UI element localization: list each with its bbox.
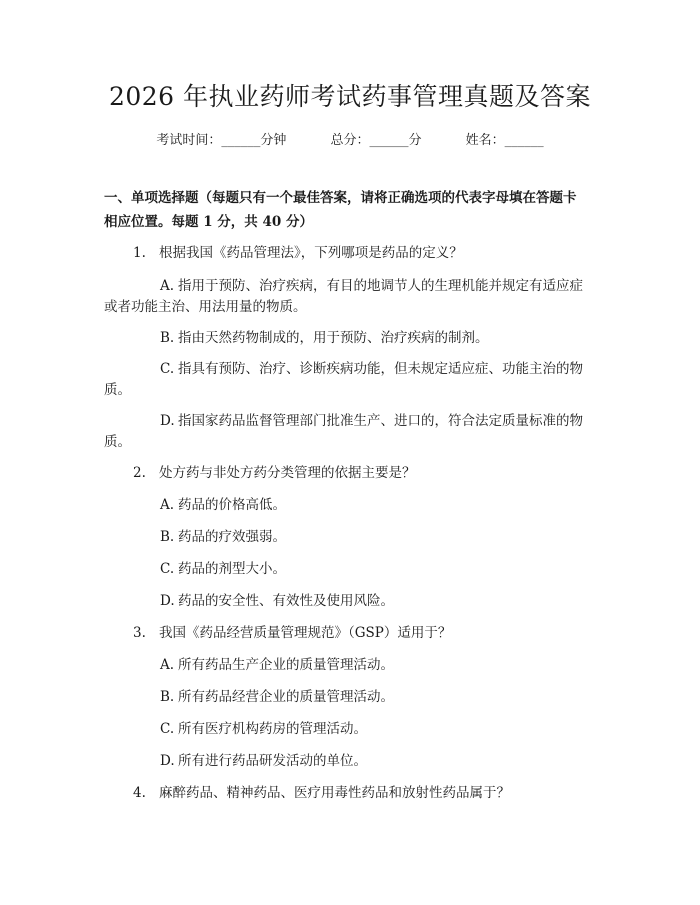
- question-number: 2.: [133, 465, 146, 481]
- question-1-stem: [133, 243, 463, 263]
- option-text: 药品的剂型大小。: [178, 561, 286, 577]
- option-text: 指由天然药物制成的，用于预防、治疗疾病的制剂。: [178, 330, 489, 346]
- question-text: 我国《药品经营质量管理规范》（GSP）适用于？: [159, 625, 452, 641]
- question-number: 4.: [133, 785, 146, 801]
- exam-meta-line: [0, 130, 700, 152]
- question-3-stem: [133, 623, 451, 643]
- question-text: 麻醉药品、精神药品、医疗用毒性药品和放射性药品属于？: [159, 785, 510, 801]
- option-letter: D.: [160, 753, 175, 769]
- question-3-option-c: [160, 719, 367, 739]
- option-letter: C.: [160, 561, 175, 577]
- option-text: 指具有预防、治疗、诊断疾病功能，但未规定适应症、功能主治的物: [178, 361, 583, 377]
- total-score-field: 总分：______分: [330, 133, 422, 148]
- option-letter: A.: [160, 278, 175, 294]
- question-text: 处方药与非处方药分类管理的依据主要是？: [159, 465, 416, 481]
- option-text: 所有药品经营企业的质量管理活动。: [178, 689, 394, 705]
- question-1-option-c-line-2: 质。: [104, 382, 131, 398]
- question-1-option-a-line-1: [160, 276, 583, 296]
- option-letter: C.: [160, 721, 175, 737]
- question-number: 3.: [133, 625, 146, 641]
- option-text: 指国家药品监督管理部门批准生产、进口的，符合法定质量标准的物: [178, 413, 583, 429]
- option-text: 药品的价格高低。: [178, 497, 286, 513]
- question-2-stem: [133, 463, 416, 483]
- question-2-option-a: [160, 495, 286, 515]
- question-1-option-d-line-2: 质。: [104, 434, 131, 450]
- question-3-option-b: [160, 687, 394, 707]
- question-2-option-d: [160, 591, 394, 611]
- name-field: 姓名：______: [465, 133, 544, 148]
- option-text: 所有药品生产企业的质量管理活动。: [178, 657, 394, 673]
- section-heading-line-1: 一、单项选择题（每题只有一个最佳答案，请将正确选项的代表字母填在答题卡: [104, 190, 577, 206]
- document-title: 2026 年执业药师考试药事管理真题及答案: [108, 82, 592, 111]
- question-text: 根据我国《药品管理法》，下列哪项是药品的定义？: [159, 245, 463, 261]
- question-number: 1.: [133, 245, 146, 261]
- question-3-option-d: [160, 751, 367, 771]
- section-heading-line-2: 相应位置。每题 1 分，共 40 分）: [104, 214, 313, 230]
- question-4-stem: [133, 783, 510, 803]
- option-text: 指用于预防、治疗疾病，有目的地调节人的生理机能并规定有适应症: [178, 278, 583, 294]
- option-letter: A.: [160, 497, 175, 513]
- exam-time-field: 考试时间：______分钟: [156, 133, 287, 148]
- option-letter: B.: [160, 330, 175, 346]
- option-letter: B.: [160, 689, 175, 705]
- option-text: 所有医疗机构药房的管理活动。: [178, 721, 367, 737]
- section-heading: [104, 186, 596, 234]
- question-1-option-b: [160, 328, 489, 348]
- option-letter: B.: [160, 529, 175, 545]
- question-2-option-b: [160, 527, 286, 547]
- option-text: 所有进行药品研发活动的单位。: [178, 753, 367, 769]
- question-1-option-d-line-1: [160, 411, 583, 431]
- question-2-option-c: [160, 559, 286, 579]
- option-letter: A.: [160, 657, 175, 673]
- option-letter: C.: [160, 361, 175, 377]
- question-3-option-a: [160, 655, 394, 675]
- option-text: 药品的疗效强弱。: [178, 529, 286, 545]
- option-text: 药品的安全性、有效性及使用风险。: [178, 593, 394, 609]
- question-1-option-c-line-1: [160, 359, 583, 379]
- question-1-option-a-line-2: 或者功能主治、用法用量的物质。: [104, 299, 307, 315]
- option-letter: D.: [160, 593, 175, 609]
- option-letter: D.: [160, 413, 175, 429]
